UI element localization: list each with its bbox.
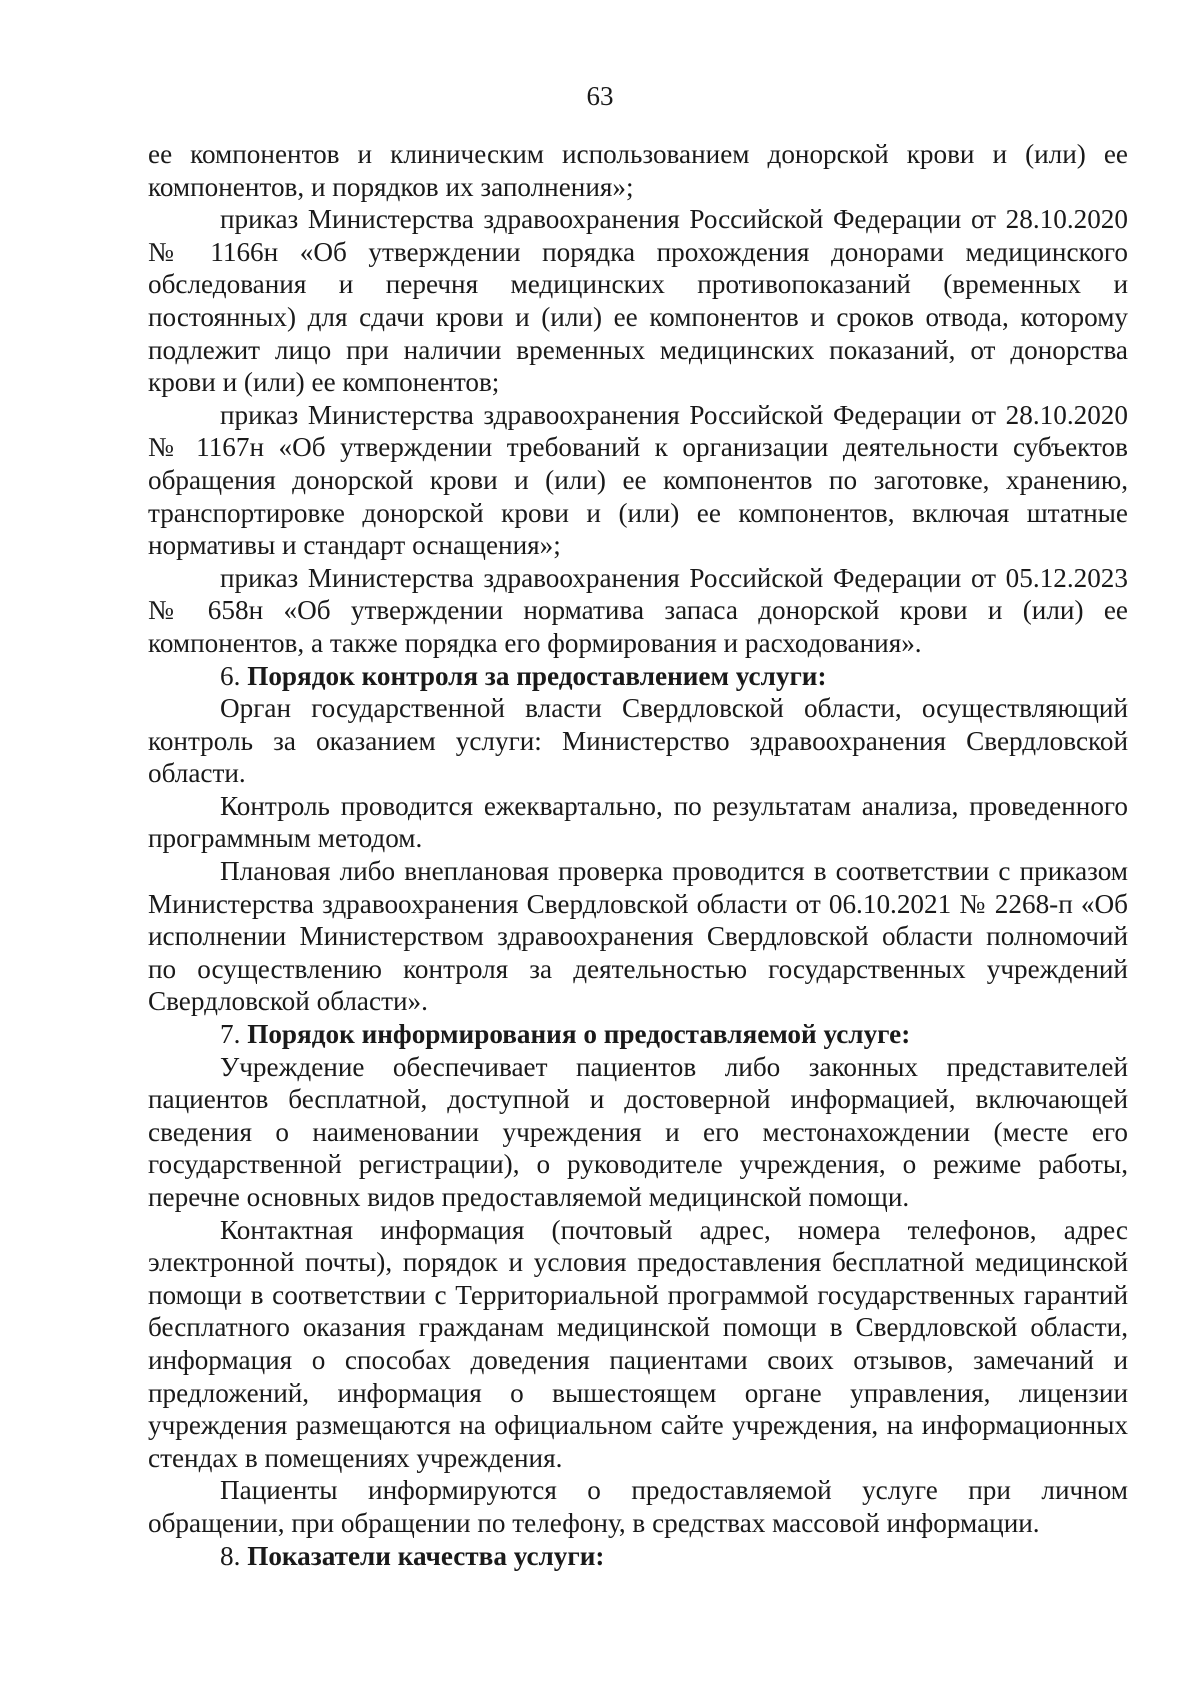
paragraph-informing-channels: Пациенты информируются о предоставляемой услуге при личном обращении, при обращении по телефону, в средствах массовой информации. bbox=[148, 1475, 1128, 1538]
section-heading-title: Порядок информирования о предоставляемой услуге: bbox=[247, 1019, 911, 1050]
section-heading-number: 6. bbox=[220, 660, 241, 691]
section-heading-7 bbox=[148, 1018, 1128, 1051]
paragraph-control-authority: Орган государственной власти Свердловской области, осуществляющий контроль за оказанием услуги: Министерство здравоохранения Свердловской области. bbox=[148, 693, 1128, 789]
section-heading-number: 8. bbox=[220, 1540, 241, 1571]
paragraph-control-frequency: Контроль проводится ежеквартально, по результатам анализа, проведенного программным методом. bbox=[148, 790, 1128, 854]
paragraph-order-1166n: приказ Министерства здравоохранения Российской Федерации от 28.10.2020 № 1166н «Об утверждении порядка прохождения донорами медицинского обследования и перечня медицинских противопоказаний (временных и постоянных) для сдачи крови и (или) ее компонентов и сроков отвода, которому подлежит лицо при наличии временных медицинских показаний, от донорства крови и (или) ее компонентов; bbox=[148, 204, 1128, 398]
section-heading-8 bbox=[148, 1540, 1128, 1573]
section-heading-number: 7. bbox=[220, 1019, 241, 1050]
paragraph-contact-information: Контактная информация (почтовый адрес, номера телефонов, адрес электронной почты), порядок и условия предоставления бесплатной медицинской помощи в соответствии с Территориальной программой государственных гарантий бесплатного оказания гражданам медицинской помощи в Свердловской области, информация о способах доведения пациентами своих отзывов, замечаний и предложений, информация о вышестоящем органе управления, лицензии учреждения размещаются на официальном сайте учреждения, на информационных стендах в помещениях учреждения. bbox=[148, 1214, 1128, 1473]
section-heading-6 bbox=[148, 660, 1128, 693]
section-heading-title: Показатели качества услуги: bbox=[247, 1540, 605, 1571]
section-heading-title: Порядок контроля за предоставлением услуги: bbox=[247, 660, 827, 691]
paragraph-order-658n: приказ Министерства здравоохранения Российской Федерации от 05.12.2023 № 658н «Об утверждении норматива запаса донорской крови и (или) ее компонентов, а также порядка его формирования и расходования». bbox=[148, 562, 1128, 658]
paragraph-order-1167n: приказ Министерства здравоохранения Российской Федерации от 28.10.2020 № 1167н «Об утверждении требований к организации деятельности субъектов обращения донорской крови и (или) ее компонентов по заготовке, хранению, транспортировке донорской крови и (или) ее компонентов, включая штатные нормативы и стандарт оснащения»; bbox=[148, 399, 1128, 561]
document-body bbox=[148, 138, 1128, 1572]
page-number: 63 bbox=[586, 81, 614, 111]
paragraph-continuation: ее компонентов и клиническим использованием донорской крови и (или) ее компонентов, и порядков их заполнения»; bbox=[148, 139, 1128, 202]
paragraph-patient-information: Учреждение обеспечивает пациентов либо законных представителей пациентов бесплатной, доступной и достоверной информацией, включающей сведения о наименовании учреждения и его местонахождении (месте его государственной регистрации), о руководителе учреждения, о режиме работы, перечне основных видов предоставляемой медицинской помощи. bbox=[148, 1051, 1128, 1212]
paragraph-inspection: Плановая либо внеплановая проверка проводится в соответствии с приказом Министерства здравоохранения Свердловской области от 06.10.2021 № 2268-п «Об исполнении Министерством здравоохранения Свердловской области полномочий по осуществлению контроля за деятельностью государственных учреждений Свердловской области». bbox=[148, 856, 1128, 1017]
